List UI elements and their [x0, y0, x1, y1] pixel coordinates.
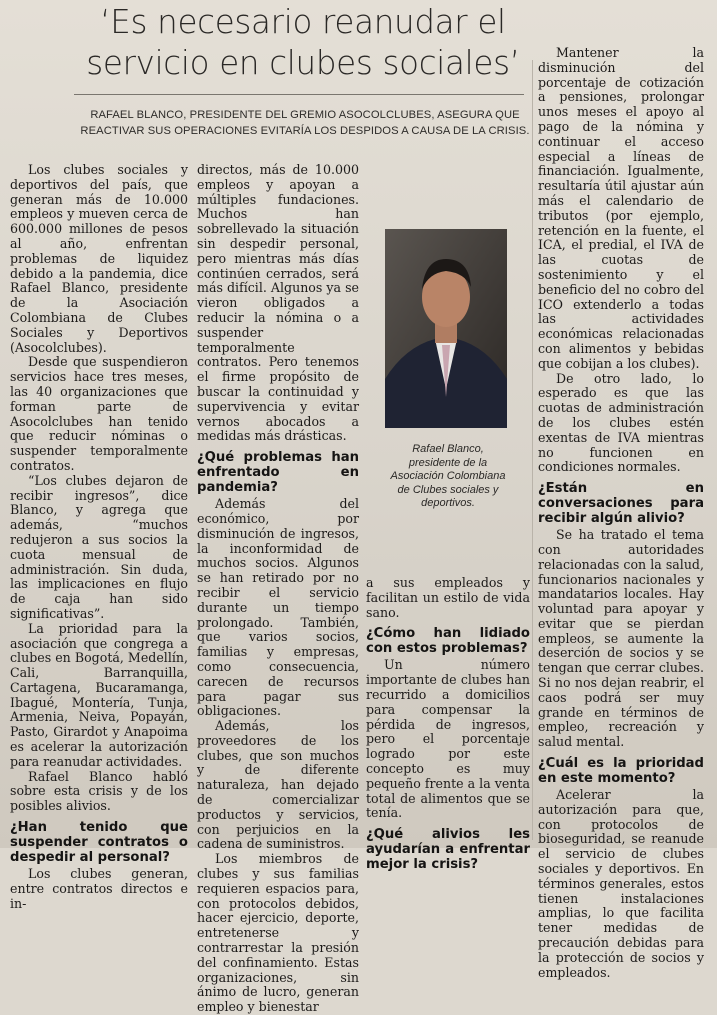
subheading: ¿Cómo han lidiado con estos problemas? — [366, 626, 530, 657]
column-rule — [532, 60, 533, 840]
paragraph: Además del económico, por disminución de ingresos, la inconformidad de muchos socios. Algunos se han retirado por no recibir el servicio durante un tiempo prolongado. También, que varios socios, familias y empresas, como consecuencia, carecen de recursos para pagar sus obligaciones. — [197, 496, 359, 719]
paragraph: Además, los proveedores de los clubes, que son muchos y de diferente naturaleza, han dejado de comercializar productos y servicios, con perjuicios en la cadena de suministros. — [197, 718, 359, 852]
paragraph: Acelerar la autorización para que, con protocolos de bioseguridad, se reanude el servicio de clubes sociales y deportivos. En términos generales, estos tienen instalaciones amplias, lo que facilita tener medidas de precaución debidas para la protección de socios y empleados. — [538, 787, 704, 980]
paragraph: Un número importante de clubes han recurrido a domicilios para compensar la pérdida de ingresos, pero el porcentaje logrado por este concepto es muy pequeño frente a la venta total de alimentos que se tenía. — [366, 657, 530, 821]
deck: RAFAEL BLANCO, PRESIDENTE DEL GREMIO ASOCOLCLUBES, ASEGURA QUE REACTIVAR SUS OPERACIONES EVITARÍA LOS DESPIDOS A CAUSA DE LA CRISIS. — [80, 109, 530, 137]
paragraph: Los miembros de clubes y sus familias requieren espacios para, con protocolos debidos, hacer ejercicio, deporte, entretenerse y contrarrestar la presión del confinamiento. Estas organizaciones, sin ánimo de lucro, generan empleo y bienestar — [197, 851, 359, 1015]
subheading: ¿Qué problemas han enfrentado en pandemia? — [197, 450, 359, 496]
paragraph: Rafael Blanco habló sobre esta crisis y de los posibles alivios. — [10, 768, 188, 814]
subheading: ¿Qué alivios les ayudarían a enfrentar mejor la crisis? — [366, 827, 530, 873]
photo-caption: Rafael Blanco, presidente de la Asociación Colombiana de Clubes sociales y deportivos. — [390, 443, 506, 510]
paragraph: De otro lado, lo esperado es que las cuotas de administración de los clubes estén exentas de IVA mientras no funcionen en condiciones normales. — [538, 370, 704, 475]
paragraph: Los clubes sociales y deportivos del país, que generan más de 10.000 empleos y mueven cerca de 600.000 millones de pesos al año, enfrentan problemas de liquidez debido a la pandemia, dice Rafael Blanco, presidente de la Asociación Colombiana de Clubes Sociales y Deportivos (Asocolclubes). — [10, 162, 188, 355]
paragraph: “Los clubes dejaron de recibir ingresos”, dice Blanco, y agrega que además, “muchos redujeron a sus socios la cuota mensual de administración. Sin duda, las implicaciones en flujo de caja han sido significativas”. — [10, 472, 188, 621]
subheading: ¿Cuál es la prioridad en este momento? — [538, 756, 704, 787]
headline: ‘Es necesario reanudar el servicio en clubes sociales’ — [86, 3, 520, 82]
column-3 — [366, 576, 530, 874]
paragraph: Se ha tratado el tema con autoridades relacionadas con la salud, funcionarios nacionales y mandatarios locales. Hay voluntad para apoyar y evitar que se pierdan empleos, se aumente la deserción de socios y se tengan que cerrar clubes. Si no nos dejan reabrir, el caos podrá ser muy grande en términos de empleo, recreación y salud mental. — [538, 527, 704, 750]
subheading: ¿Están en conversaciones para recibir algún alivio? — [538, 481, 704, 527]
paragraph: Desde que suspendieron servicios hace tres meses, las 40 organizaciones que forman parte de Asocolclubes han tenido que reducir nóminas o suspender temporalmente contratos. — [10, 354, 188, 473]
paragraph: directos, más de 10.000 empleos y apoyan a múltiples fundaciones. Muchos han sobrellevado la situación sin despedir personal, pero mientras más días continúen cerrados, será más difícil. Algunos ya se vieron obligados a reducir la nómina o a suspender temporalmente contratos. Pero tenemos el firme propósito de buscar la continuidad y supervivencia y evitar vernos abocados a medidas más drásticas. — [197, 162, 359, 444]
column-2 — [197, 163, 359, 1015]
column-1 — [10, 163, 188, 911]
portrait-photo — [385, 229, 507, 428]
column-4 — [538, 46, 704, 980]
paragraph: La prioridad para la asociación que congrega a clubes en Bogotá, Medellín, Cali, Barranquilla, Cartagena, Bucaramanga, Ibagué, Montería, Tunja, Armenia, Neiva, Popayán, Pasto, Girardot y Anapoima es acelerar la autorización para reanudar actividades. — [10, 620, 188, 769]
paragraph: a sus empleados y facilitan un estilo de vida sano. — [366, 575, 530, 620]
subheading: ¿Han tenido que suspender contratos o despedir al personal? — [10, 820, 188, 866]
headline-rule — [74, 94, 524, 95]
portrait-illustration — [385, 229, 507, 428]
paragraph: Mantener la disminución del porcentaje de cotización a pensiones, prolongar unos meses el apoyo al pago de la nómina y continuar el acceso especial a líneas de financiación. Igualmente, resultaría útil ajustar aún más el calendario de tributos (por ejemplo, retención en la fuente, el ICA, el predial, el IVA de las cuotas de sostenimiento y el beneficio del no cobro del ICO extenderlo a todas las actividades económicas relacionadas con alimentos y bebidas que cobijan a los clubes). — [538, 45, 704, 371]
paragraph: Los clubes generan, entre contratos directos e in- — [10, 866, 188, 911]
